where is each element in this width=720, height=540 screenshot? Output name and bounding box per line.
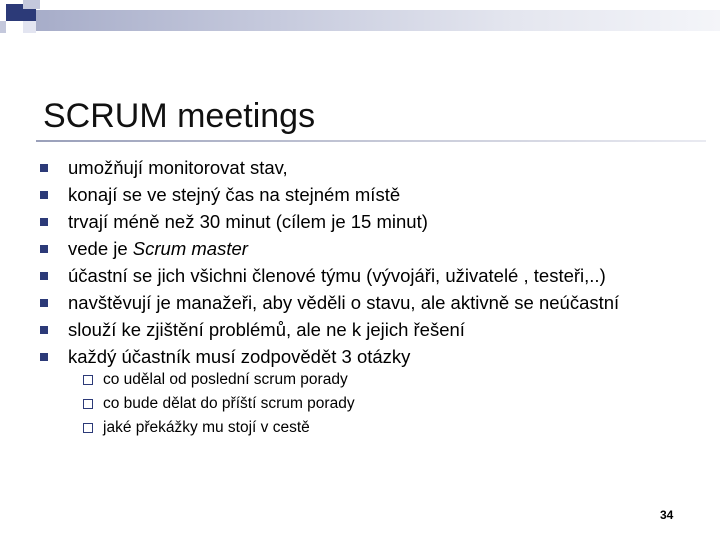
- square-bullet-icon: [40, 164, 48, 172]
- square-bullet-icon: [40, 191, 48, 199]
- bullet-item: [40, 262, 619, 289]
- header-square-light-2: [0, 21, 6, 33]
- bullet-text-italic: Scrum master: [132, 238, 248, 259]
- bullet-item: [40, 289, 619, 316]
- bullet-text: vede je: [68, 238, 133, 259]
- sub-bullet-list: [83, 368, 355, 440]
- bullet-text: účastní se jich všichni členové týmu (vývojáři, uživatelé , testeři,..): [68, 265, 606, 286]
- header-square-dark-2: [23, 9, 36, 21]
- sub-bullet-item: [83, 368, 355, 392]
- bullet-text: slouží ke zjištění problémů, ale ne k jejich řešení: [68, 319, 465, 340]
- bullet-item: [40, 181, 619, 208]
- square-bullet-icon: [40, 326, 48, 334]
- square-bullet-icon: [40, 353, 48, 361]
- hollow-square-bullet-icon: [83, 423, 93, 433]
- bullet-list: [40, 154, 619, 370]
- bullet-item: [40, 343, 619, 370]
- page-number: 34: [660, 508, 674, 522]
- header-square-dark: [6, 4, 23, 21]
- bullet-text: trvají méně než 30 minut (cílem je 15 minut): [68, 211, 428, 232]
- sub-bullet-item: [83, 416, 355, 440]
- square-bullet-icon: [40, 299, 48, 307]
- square-bullet-icon: [40, 245, 48, 253]
- header-square-lavender: [23, 21, 36, 33]
- sub-bullet-text: co udělal od poslední scrum porady: [103, 371, 348, 388]
- bullet-item: [40, 208, 619, 235]
- bullet-text: umožňují monitorovat stav,: [68, 157, 288, 178]
- bullet-item: [40, 154, 619, 181]
- slide-title: SCRUM meetings: [43, 97, 316, 135]
- hollow-square-bullet-icon: [83, 399, 93, 409]
- square-bullet-icon: [40, 218, 48, 226]
- hollow-square-bullet-icon: [83, 375, 93, 385]
- header-band: [36, 10, 720, 31]
- square-bullet-icon: [40, 272, 48, 280]
- sub-bullet-text: jaké překážky mu stojí v cestě: [103, 419, 310, 436]
- sub-bullet-item: [83, 392, 355, 416]
- bullet-text: navštěvují je manažeři, aby věděli o stavu, ale aktivně se neúčastní: [68, 292, 620, 313]
- header-square-light: [23, 0, 40, 9]
- sub-bullet-text: co bude dělat do příští scrum porady: [103, 395, 355, 412]
- bullet-item: [40, 316, 619, 343]
- bullet-text: konají se ve stejný čas na stejném místě: [68, 184, 401, 205]
- title-rule: [36, 140, 706, 142]
- bullet-item: [40, 235, 619, 262]
- bullet-text: každý účastník musí zodpovědět 3 otázky: [68, 346, 411, 367]
